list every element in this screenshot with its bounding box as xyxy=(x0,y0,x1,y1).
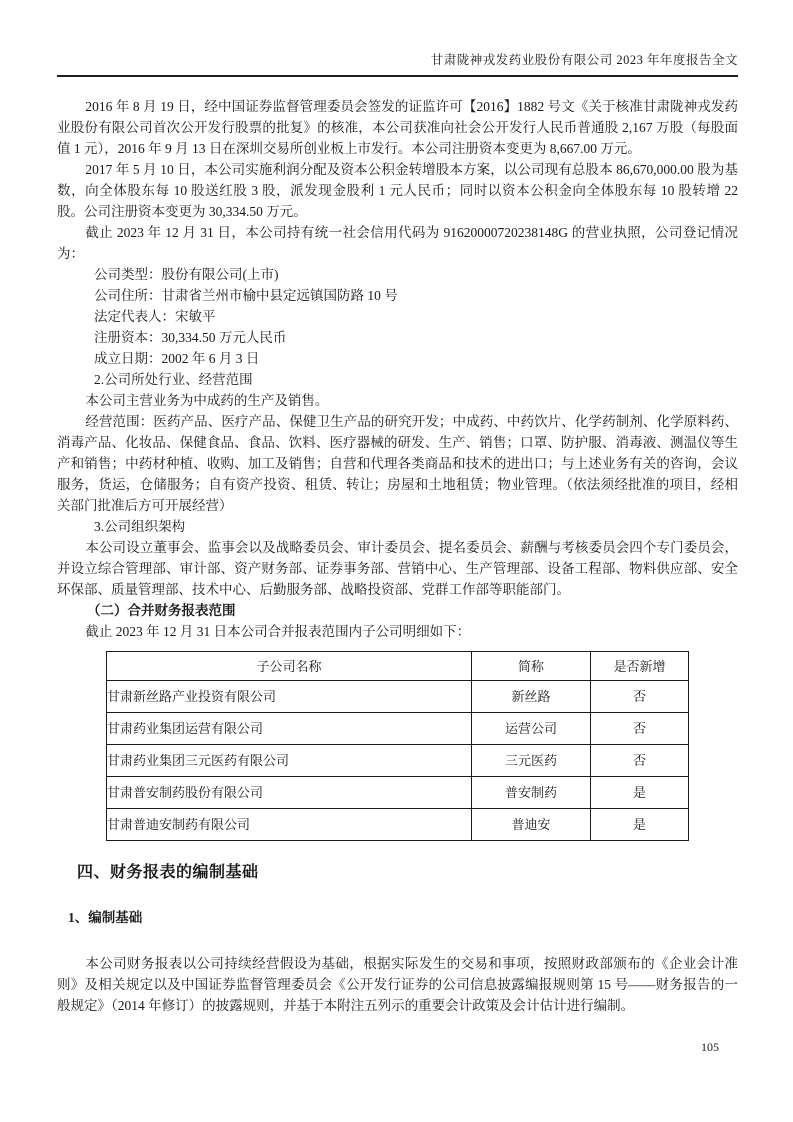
subsidiaries-table-header-row xyxy=(107,652,689,681)
section4-sub1-heading: 1、编制基础 xyxy=(68,910,143,925)
registration-capital: 注册资本：30,334.50 万元人民币 xyxy=(94,330,287,345)
paragraph-consolidation-intro: 截止 2023 年 12 月 31 日本公司合并报表范围内子公司明细如下： xyxy=(85,624,471,639)
column-header-short-name: 简称 xyxy=(472,652,591,681)
column-header-is-new: 是否新增 xyxy=(591,652,689,681)
paragraph-history-2017: 2017 年 5 月 10 日，本公司实施利润分配及资本公积金转增股本方案，以公司现有总股本 86,670,000.00 股为基数，向全体股东每 10 股送红股 3 股，派发现金股利 1 元人民币；同时以资本公积金向全体股东每 10 股转增 22 股。公司注册资本变更为 30,334.50 万元。 xyxy=(57,162,738,219)
subsidiary-is-new: 是 xyxy=(591,809,689,841)
registration-founding-date: 成立日期：2002 年 6 月 3 日 xyxy=(94,351,260,366)
subsidiary-short: 普迪安 xyxy=(472,809,591,841)
paragraph-business-license: 截止 2023 年 12 月 31 日，本公司持有统一社会信用代码为 91620000720238148G 的营业执照，公司登记情况为： xyxy=(57,225,738,261)
paragraph-organization: 本公司设立董事会、监事会以及战略委员会、审计委员会、提名委员会、薪酬与考核委员会四个专门委员会，并设立综合管理部、审计部、资产财务部、证券事务部、营销中心、生产管理部、设备工程部、物料供应部、安全环保部、质量管理部、技术中心、后勤服务部、战略投资部、党群工作部等职能部门。 xyxy=(57,540,738,597)
paragraph-preparation-basis: 本公司财务报表以公司持续经营假设为基础，根据实际发生的交易和事项，按照财政部颁布的《企业会计准则》及相关规定以及中国证券监督管理委员会《公开发行证券的公司信息披露编报规则第 15 号——财务报告的一般规定》（2014 年修订）的披露规则，并基于本附注五列示的重要会计政策及会计估计进行编制。 xyxy=(57,956,738,1013)
subsidiary-is-new: 是 xyxy=(591,777,689,809)
subsidiary-is-new: 否 xyxy=(591,745,689,777)
report-running-header: 甘肃陇神戎发药业股份有限公司 2023 年年度报告全文 xyxy=(57,50,738,77)
registration-address: 公司住所：甘肃省兰州市榆中县定远镇国防路 10 号 xyxy=(94,288,398,303)
table-row xyxy=(107,745,689,777)
table-row xyxy=(107,681,689,713)
page-number: 105 xyxy=(701,1040,719,1054)
business-section-heading: 2.公司所处行业、经营范围 xyxy=(94,372,253,387)
subsidiary-name: 甘肃药业集团运营有限公司 xyxy=(107,713,472,745)
paragraph-business-scope: 经营范围：医药产品、医疗产品、保健卫生产品的研究开发；中成药、中药饮片、化学药制剂、化学原料药、消毒产品、化妆品、保健食品、食品、饮料、医疗器械的研发、生产、销售；口罩、防护服、消毒液、测温仪等生产和销售；中药材种植、收购、加工及销售；自营和代理各类商品和技术的进出口；与上述业务有关的咨询，会议服务，货运，仓储服务；自有资产投资、租赁、转让；房屋和土地租赁；物业管理。（依法须经批准的项目，经相关部门批准后方可开展经营） xyxy=(57,414,738,513)
subsidiary-name: 甘肃药业集团三元医药有限公司 xyxy=(107,745,472,777)
subsidiary-short: 运营公司 xyxy=(472,713,591,745)
registration-company-type: 公司类型：股份有限公司(上市) xyxy=(94,267,279,282)
registration-legal-representative: 法定代表人：宋敏平 xyxy=(94,309,216,324)
table-row xyxy=(107,713,689,745)
table-row xyxy=(107,809,689,841)
consolidation-scope-heading: （二）合并财务报表范围 xyxy=(87,603,236,618)
subsidiary-name: 甘肃新丝路产业投资有限公司 xyxy=(107,681,472,713)
subsidiary-short: 普安制药 xyxy=(472,777,591,809)
paragraph-history-2016: 2016 年 8 月 19 日，经中国证券监督管理委员会签发的证监许可【2016】1882 号文《关于核准甘肃陇神戎发药业股份有限公司首次公开发行股票的批复》的核准，本公司获准向社会公开发行人民币普通股 2,167 万股（每股面值 1 元），2016 年 9 月 13 日在深圳交易所创业板上市发行。本公司注册资本变更为 8,667.00 万元。 xyxy=(57,99,738,156)
subsidiary-short: 三元医药 xyxy=(472,745,591,777)
subsidiary-name: 甘肃普安制药股份有限公司 xyxy=(107,777,472,809)
column-header-subsidiary-name: 子公司名称 xyxy=(107,652,472,681)
subsidiary-name: 甘肃普迪安制药有限公司 xyxy=(107,809,472,841)
subsidiary-is-new: 否 xyxy=(591,713,689,745)
subsidiary-is-new: 否 xyxy=(591,681,689,713)
table-row xyxy=(107,777,689,809)
report-body xyxy=(57,96,738,1016)
subsidiary-short: 新丝路 xyxy=(472,681,591,713)
paragraph-main-business: 本公司主营业务为中成药的生产及销售。 xyxy=(85,393,329,408)
section4-heading: 四、财务报表的编制基础 xyxy=(77,864,259,881)
organization-section-heading: 3.公司组织架构 xyxy=(94,519,186,534)
subsidiaries-table xyxy=(106,651,689,841)
